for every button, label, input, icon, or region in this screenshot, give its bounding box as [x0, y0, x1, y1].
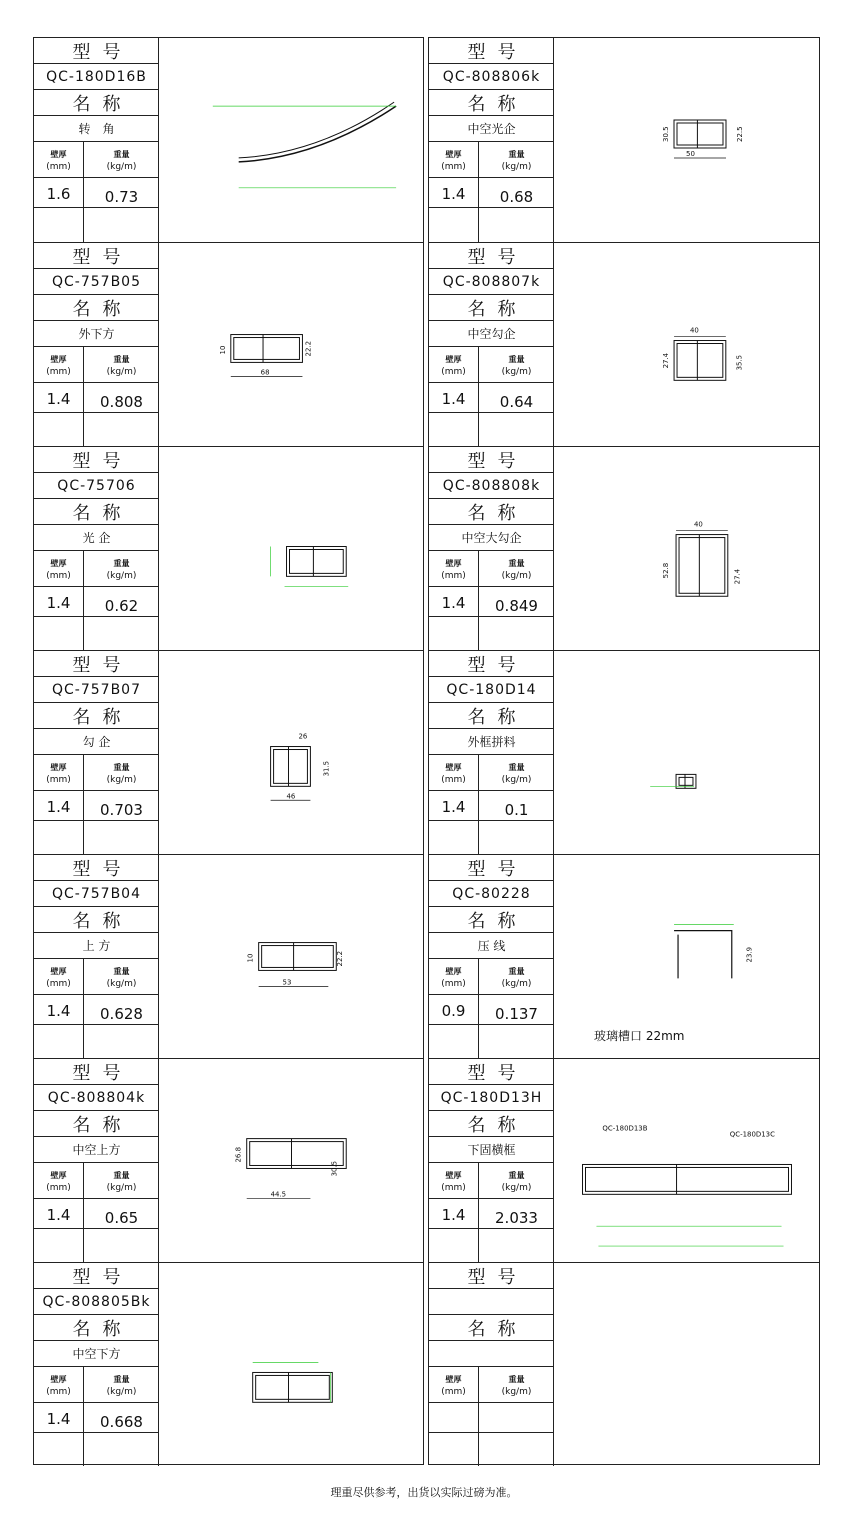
model-label: 型号: [34, 447, 159, 473]
profile-info: [34, 38, 159, 242]
model-code: QC-80228: [429, 881, 554, 907]
name-label: 名称: [429, 703, 554, 729]
profile-card: [34, 854, 423, 1058]
profile-card: [429, 854, 819, 1058]
dimension-label: 22.5: [736, 126, 744, 142]
dimension-label: 46: [286, 792, 296, 801]
weight-header: 重量 (kg/m): [501, 763, 532, 785]
dimension-label: 27.4: [662, 352, 671, 369]
dimension-label: QC-180D13B: [602, 1124, 648, 1133]
name-label: 名称: [429, 499, 554, 525]
profile-info: [34, 651, 159, 854]
wall-thickness-header: 壁厚 (mm): [46, 1171, 71, 1193]
dimension-label: 44.5: [270, 1190, 287, 1199]
wall-thickness-header: 壁厚 (mm): [441, 559, 466, 581]
dimension-label: 30.5: [330, 1160, 339, 1177]
profile-card: [429, 1262, 819, 1466]
wall-thickness-value: 1.4: [441, 1206, 466, 1224]
weight-value: 0.65: [104, 1209, 139, 1227]
weight-header: 重量 (kg/m): [501, 355, 532, 377]
weight-header: 重量 (kg/m): [106, 355, 137, 377]
profile-drawing: [554, 651, 819, 854]
name-label: 名称: [34, 90, 159, 116]
profile-name: 中空上方: [34, 1137, 159, 1163]
profile-cross-section: [159, 651, 423, 854]
dimension-label: 40: [689, 326, 699, 335]
profile-section: [271, 747, 311, 787]
weight-value: 0.62: [104, 597, 139, 615]
profile-card: [429, 38, 819, 242]
name-label: 名称: [34, 499, 159, 525]
weight-header: 重量 (kg/m): [106, 763, 137, 785]
profile-info: [429, 651, 554, 854]
profile-card: [34, 1262, 423, 1466]
profile-info: [429, 447, 554, 650]
profile-card: [34, 242, 423, 446]
weight-value: 0.68: [499, 188, 534, 206]
model-code: QC-757B07: [34, 677, 159, 703]
profile-drawing: [554, 1059, 819, 1262]
model-code: [429, 1289, 554, 1315]
profile-card: [34, 1058, 423, 1262]
model-code: QC-808804k: [34, 1085, 159, 1111]
profile-section: [674, 120, 726, 148]
model-label: 型号: [429, 1059, 554, 1085]
dimension-label: 22.2: [304, 340, 313, 357]
profile-info: [429, 243, 554, 446]
model-code: QC-180D16B: [34, 64, 159, 90]
model-code: QC-180D13H: [429, 1085, 554, 1111]
wall-thickness-value: 1.4: [46, 1410, 71, 1428]
dimension-label: 35.5: [735, 354, 744, 371]
weight-value: 0.808: [100, 393, 143, 411]
model-code: QC-757B04: [34, 881, 159, 907]
profile-name: 外下方: [34, 321, 159, 347]
right-column: [428, 37, 820, 1465]
wall-thickness-header: 壁厚 (mm): [46, 967, 71, 989]
profile-section: [253, 1372, 333, 1402]
profile-card: [429, 650, 819, 854]
wall-thickness-value: 1.6: [46, 185, 71, 203]
model-label: 型号: [34, 1059, 159, 1085]
dimension-label: 30.5: [662, 126, 670, 142]
profile-card: [429, 446, 819, 650]
profile-cross-section: [554, 243, 819, 446]
weight-header: 重量 (kg/m): [501, 150, 532, 172]
dimension-label: 23.9: [745, 946, 754, 963]
profile-info: [34, 1059, 159, 1262]
profile-name: 中空勾企: [429, 321, 554, 347]
wall-thickness-value: 0.9: [441, 1002, 466, 1020]
profile-card: [429, 1058, 819, 1262]
profile-cross-section: [554, 651, 819, 854]
dimension-label: 26.8: [234, 1147, 243, 1163]
profile-info: [429, 38, 554, 242]
name-label: 名称: [429, 295, 554, 321]
weight-value: 2.033: [495, 1209, 538, 1227]
profile-cross-section: [159, 855, 423, 1058]
profile-name: 中空下方: [34, 1341, 159, 1367]
profile-drawing: [554, 855, 819, 1058]
profile-cross-section: [159, 1059, 423, 1262]
wall-thickness-header: 壁厚 (mm): [441, 355, 466, 377]
dimension-label: QC-180D13C: [729, 1130, 775, 1139]
profile-drawing: [159, 855, 423, 1058]
name-label: 名称: [34, 295, 159, 321]
weight-header: 重量 (kg/m): [106, 150, 137, 172]
profile-drawing: [159, 447, 423, 650]
weight-header: 重量 (kg/m): [501, 559, 532, 581]
wall-thickness-header: 壁厚 (mm): [46, 763, 71, 785]
wall-thickness-value: 1.4: [441, 798, 466, 816]
profile-name: [429, 1341, 554, 1367]
profile-name: 勾 企: [34, 729, 159, 755]
name-label: 名称: [429, 907, 554, 933]
weight-value: 0.137: [495, 1005, 538, 1023]
weight-value: 0.73: [104, 188, 139, 206]
weight-value: 0.849: [495, 597, 538, 615]
model-code: QC-180D14: [429, 677, 554, 703]
dimension-label: 53: [282, 978, 292, 987]
weight-header: 重量 (kg/m): [501, 1171, 532, 1193]
model-code: QC-757B05: [34, 269, 159, 295]
wall-thickness-header: 壁厚 (mm): [441, 763, 466, 785]
profile-card: [34, 650, 423, 854]
weight-value: 0.668: [100, 1413, 143, 1431]
profile-drawing: [159, 1263, 423, 1466]
dimension-label: 52.8: [662, 562, 671, 579]
weight-value: 0.628: [100, 1005, 143, 1023]
dimension-label: 10: [246, 953, 255, 963]
model-label: 型号: [429, 651, 554, 677]
profile-section: [259, 943, 337, 971]
model-label: 型号: [429, 855, 554, 881]
profile-info: [429, 1059, 554, 1262]
model-code: QC-75706: [34, 473, 159, 499]
weight-value: 0.703: [100, 801, 143, 819]
profile-drawing: [554, 1263, 819, 1466]
name-label: 名称: [34, 1315, 159, 1341]
profile-info: [34, 855, 159, 1058]
profile-info: [34, 447, 159, 650]
dimension-label: 27.4: [733, 568, 742, 585]
profile-drawing: [159, 243, 423, 446]
profile-name: 上 方: [34, 933, 159, 959]
profile-section: [287, 547, 347, 577]
wall-thickness-value: 1.4: [441, 594, 466, 612]
profile-info: [34, 1263, 159, 1466]
dimension-label: 26: [298, 732, 308, 741]
wall-thickness-header: 壁厚 (mm): [441, 1171, 466, 1193]
weight-header: 重量 (kg/m): [106, 559, 137, 581]
profile-section: [231, 335, 303, 363]
model-label: 型号: [429, 1263, 554, 1289]
model-code: QC-808806k: [429, 64, 554, 90]
wall-thickness-value: 1.4: [46, 1002, 71, 1020]
dimension-label: 68: [260, 368, 270, 377]
profile-section: [674, 931, 732, 979]
dimension-label: 50: [686, 150, 695, 158]
footer-note: 理重尽供参考，出货以实际过磅为准。: [330, 1486, 518, 1499]
glass-slot-note: 玻璃槽口 22mm: [594, 1029, 685, 1043]
profile-card: [34, 38, 423, 242]
profile-drawing: [159, 651, 423, 854]
profile-name: 外框拼料: [429, 729, 554, 755]
profile-drawing: [159, 38, 423, 242]
profile-card: [34, 446, 423, 650]
wall-thickness-header: 壁厚 (mm): [46, 355, 71, 377]
weight-header: 重量 (kg/m): [501, 967, 532, 989]
wall-thickness-value: 1.4: [441, 185, 466, 203]
weight-value: 0.64: [499, 393, 534, 411]
model-label: 型号: [34, 38, 159, 64]
profile-info: [429, 855, 554, 1058]
profile-card: [429, 242, 819, 446]
model-code: QC-808805Bk: [34, 1289, 159, 1315]
profile-drawing: [554, 447, 819, 650]
dimension-label: 40: [693, 520, 703, 529]
model-label: 型号: [34, 243, 159, 269]
profile-name: 中空光企: [429, 116, 554, 142]
profile-name: 下固横框: [429, 1137, 554, 1163]
dimension-label: 31.5: [322, 760, 331, 777]
weight-header: 重量 (kg/m): [501, 1375, 532, 1397]
wall-thickness-header: 壁厚 (mm): [46, 150, 71, 172]
wall-thickness-value: 1.4: [46, 390, 71, 408]
profile-section: [583, 1164, 792, 1194]
profile-drawing: [159, 1059, 423, 1262]
profile-drawing: [554, 38, 819, 242]
wall-thickness-value: 1.4: [46, 798, 71, 816]
model-label: 型号: [429, 447, 554, 473]
weight-value: 0.1: [504, 801, 529, 819]
model-label: 型号: [34, 651, 159, 677]
profile-section: [674, 341, 726, 381]
weight-header: 重量 (kg/m): [106, 967, 137, 989]
profile-cross-section: [554, 38, 819, 242]
name-label: 名称: [34, 907, 159, 933]
model-code: QC-808808k: [429, 473, 554, 499]
weight-header: 重量 (kg/m): [106, 1375, 137, 1397]
profile-drawing: [554, 243, 819, 446]
name-label: 名称: [429, 90, 554, 116]
profile-name: 转 角: [34, 116, 159, 142]
name-label: 名称: [429, 1315, 554, 1341]
name-label: 名称: [429, 1111, 554, 1137]
profile-name: 光 企: [34, 525, 159, 551]
name-label: 名称: [34, 703, 159, 729]
profile-info: [429, 1263, 554, 1466]
wall-thickness-header: 壁厚 (mm): [441, 1375, 466, 1397]
wall-thickness-value: 1.4: [46, 594, 71, 612]
profile-cross-section: [554, 1059, 819, 1262]
profile-section: [676, 535, 728, 597]
profile-cross-section: [159, 38, 423, 242]
profile-name: 中空大勾企: [429, 525, 554, 551]
wall-thickness-header: 壁厚 (mm): [441, 967, 466, 989]
wall-thickness-header: 壁厚 (mm): [46, 1375, 71, 1397]
model-label: 型号: [429, 243, 554, 269]
name-label: 名称: [34, 1111, 159, 1137]
profile-cross-section: [159, 243, 423, 446]
model-label: 型号: [429, 38, 554, 64]
profile-cross-section: [159, 1263, 423, 1466]
profile-name: 压 线: [429, 933, 554, 959]
model-label: 型号: [34, 855, 159, 881]
wall-thickness-value: 1.4: [441, 390, 466, 408]
left-column: [33, 37, 424, 1465]
profile-section: [239, 106, 396, 162]
weight-header: 重量 (kg/m): [106, 1171, 137, 1193]
profile-cross-section: [159, 447, 423, 650]
dimension-label: 10: [218, 345, 227, 355]
wall-thickness-value: 1.4: [46, 1206, 71, 1224]
profile-cross-section: [554, 1263, 819, 1466]
model-code: QC-808807k: [429, 269, 554, 295]
profile-info: [34, 243, 159, 446]
profile-cross-section: [554, 447, 819, 650]
wall-thickness-header: 壁厚 (mm): [46, 559, 71, 581]
wall-thickness-header: 壁厚 (mm): [441, 150, 466, 172]
model-label: 型号: [34, 1263, 159, 1289]
dimension-label: 22.2: [336, 950, 345, 967]
